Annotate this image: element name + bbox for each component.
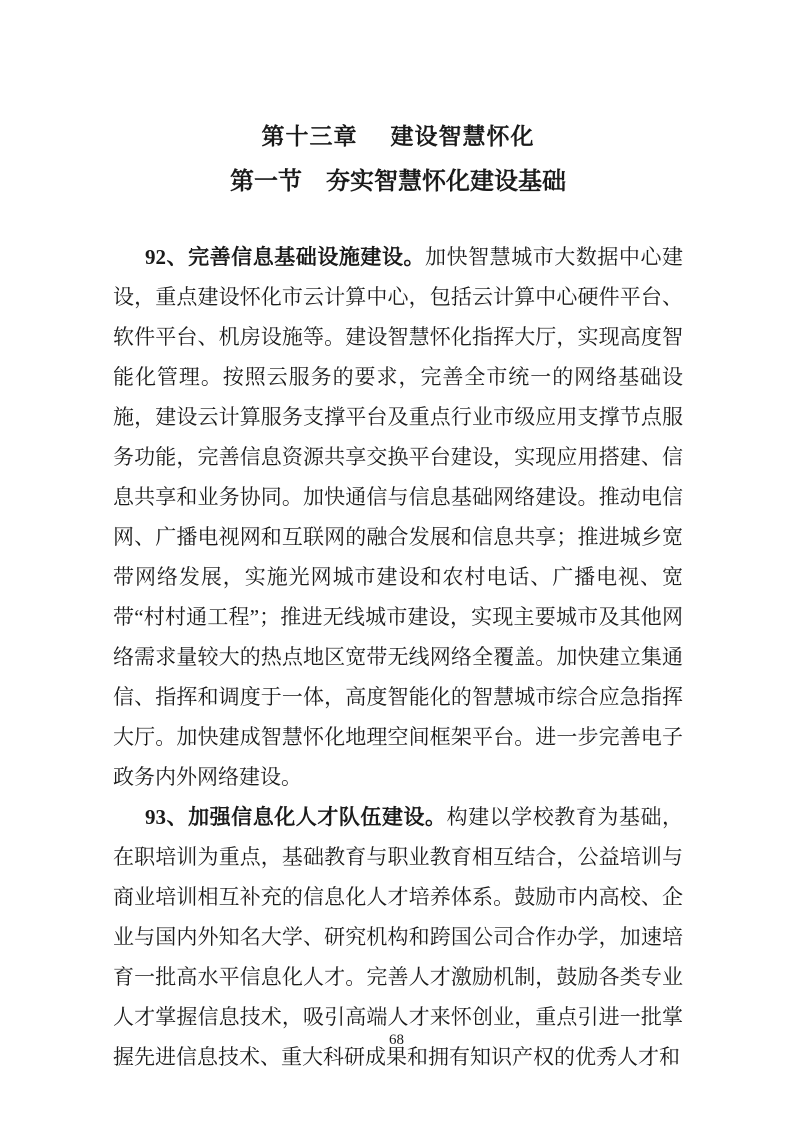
paragraph-92-text: 加快智慧城市大数据中心建设，重点建设怀化市云计算中心，包括云计算中心硬件平台、软件平台、机房设施等。建设智慧怀化指挥大厅，实现高度智能化管理。按照云服务的要求，完善全市统一的网络基础设施，建设云计算服务支撑平台及重点行业市级应用支撑节点服务功能，完善信息资源共享交换平台建设，实现应用搭建、信息共享和业务协同。加快通信与信息基础网络建设。推动电信网、广播电视网和互联网的融合发展和信息共享；推进城乡宽带网络发展，实施光网城市建设和农村电话、广播电视、宽带“村村通工程”；推进无线城市建设，实现主要城市及其他网络需求量较大的热点地区宽带无线网络全覆盖。加快建立集通信、指挥和调度于一体，高度智能化的智慧城市综合应急指挥大厅。加快建成智慧怀化地理空间框架平台。进一步完善电子政务内外网络建设。 (113, 245, 684, 789)
paragraph-92 (113, 237, 683, 797)
section-title: 第一节 夯实智慧怀化建设基础 (230, 169, 566, 195)
paragraph-93-text: 构建以学校教育为基础，在职培训为重点，基础教育与职业教育相互结合，公益培训与商业培训相互补充的信息化人才培养体系。鼓励市内高校、企业与国内外知名大学、研究机构和跨国公司合作办学，加速培育一批高水平信息化人才。完善人才激励机制，鼓励各类专业人才掌握信息技术，吸引高端人才来怀创业，重点引进一批掌握先进信息技术、重大科研成果和拥有知识产权的优秀人才和 (113, 805, 684, 1069)
chapter-title: 第十三章 建设智慧怀化 (261, 124, 535, 150)
page-number: 68 (389, 1032, 404, 1048)
paragraph-93-lead: 93、加强信息化人才队伍建设。 (145, 805, 447, 829)
paragraph-92-lead: 92、完善信息基础设施建设。 (145, 245, 426, 269)
document-body (113, 237, 683, 1077)
